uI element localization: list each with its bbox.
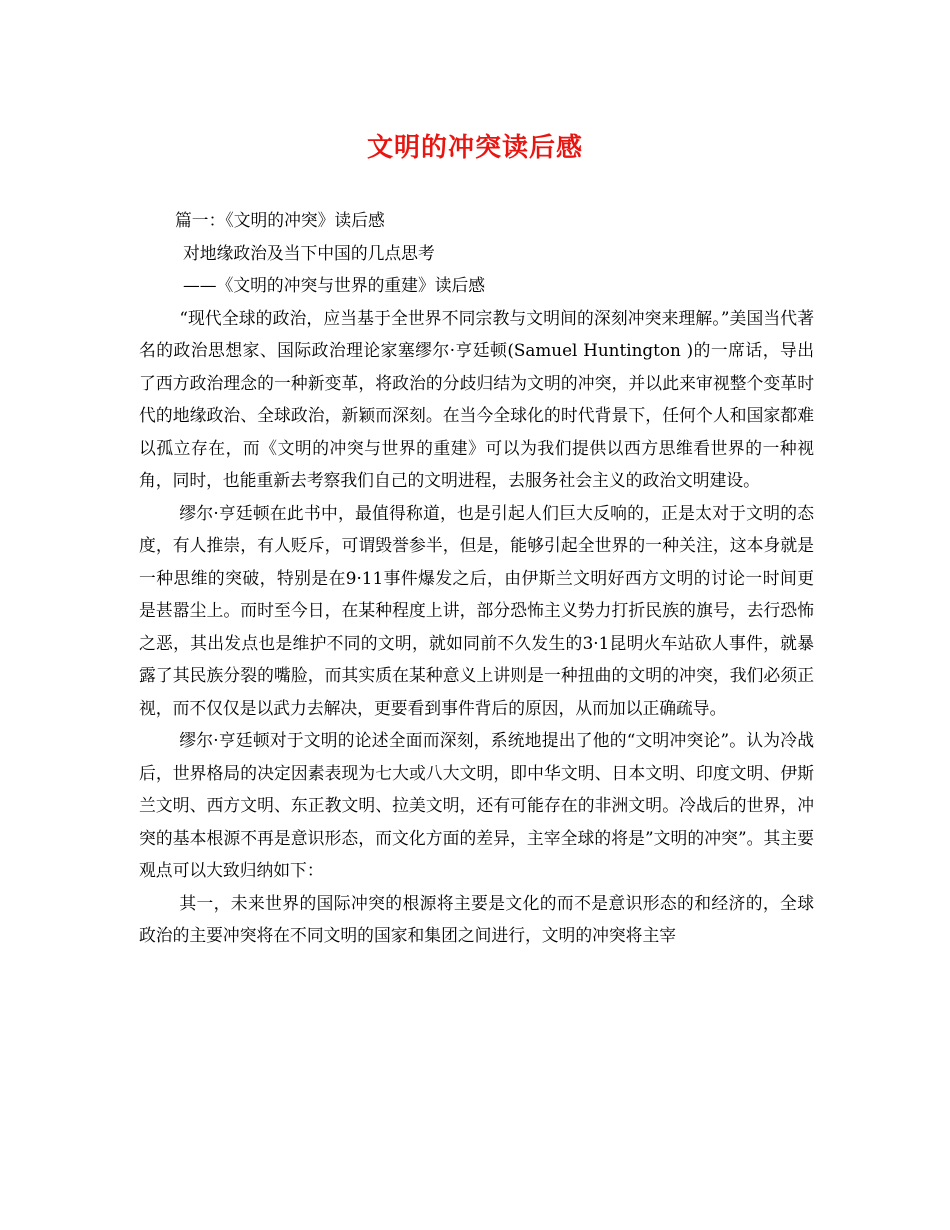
section-subtitle: ——《文明的冲突与世界的重建》读后感 xyxy=(183,275,486,295)
section-subheading: 对地缘政治及当下中国的几点思考 xyxy=(183,242,435,263)
document-body xyxy=(139,204,814,952)
section-heading: 篇一：《文明的冲突》读后感 xyxy=(175,210,385,230)
document-title: 文明的冲突读后感 xyxy=(366,133,583,163)
body-paragraph-3: 缪尔·亨廷顿对于文明的论述全面而深刻，系统地提出了他的“文明冲突论”。认为冷战后，世界格局的决定因素表现为七大或八大文明，即中华文明、日本文明、印度文明、伊斯兰文明、西方文明、东正教文明、拉美文明，还有可能存在的非洲文明。冷战后的世界，冲突的基本根源不再是意识形态，而文化方面的差异，主宰全球的将是”文明的冲突”。其主要观点可以大致归纳如下： xyxy=(139,730,814,880)
body-paragraph-2: 缪尔·亨廷顿在此书中，最值得称道，也是引起人们巨大反响的，正是太对于文明的态度，有人推崇，有人贬斥，可谓毁誉参半，但是，能够引起全世界的一种关注，这本身就是一种思维的突破，特别是在9·11事件爆发之后，由伊斯兰文明好西方文明的讨论一时间更是甚嚣尘上。而时至今日，在某种程度上讲，部分恐怖主义势力打折民族的旗号，去行恐怖之恶，其出发点也是维护不同的文明，就如同前不久发生的3·1昆明火车站砍人事件，就暴露了其民族分裂的嘴脸，而其实质在某种意义上讲则是一种扭曲的文明的冲突，我们必须正视，而不仅仅是以武力去解决，更要看到事件背后的原因，从而加以正确疏导。 xyxy=(139,502,814,718)
body-paragraph-1: “现代全球的政治，应当基于全世界不同宗教与文明间的深刻冲突来理解。”美国当代著名的政治思想家、国际政治理论家塞缪尔·亨廷顿(Samuel Huntington )的一席话，导出了西方政治理念的一种新变革，将政治的分歧归结为文明的冲突，并以此来审视整个变革时代的地缘政治、全球政治，新颖而深刻。在当今全球化的时代背景下，任何个人和国家都难以孤立存在，而《文明的冲突与世界的重建》可以为我们提供以西方思维看世界的一种视角，同时，也能重新去考察我们自己的文明进程，去服务社会主义的政治文明建设。 xyxy=(139,307,814,490)
body-paragraph-4: 其一，未来世界的国际冲突的根源将主要是文化的而不是意识形态的和经济的，全球政治的主要冲突将在不同文明的国家和集团之间进行，文明的冲突将主宰 xyxy=(139,892,814,945)
